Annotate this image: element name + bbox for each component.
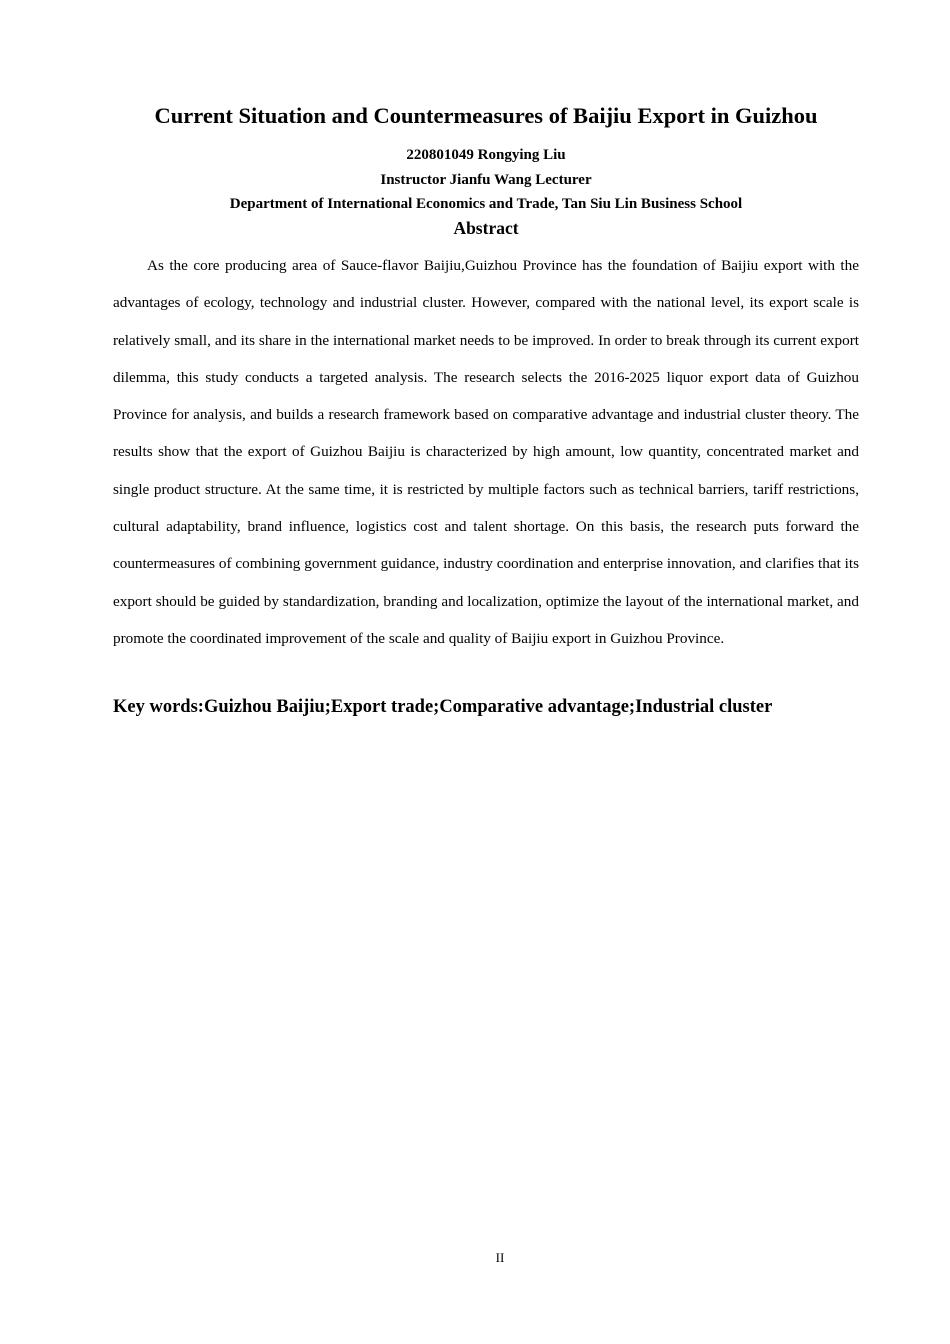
keywords-line: Key words:Guizhou Baijiu;Export trade;Comparative advantage;Industrial cluster	[113, 697, 773, 717]
abstract-heading: Abstract	[453, 218, 519, 238]
department-line: Department of International Economics and Trade, Tan Siu Lin Business School	[229, 196, 743, 212]
abstract-body: As the core producing area of Sauce-flavor Baijiu,Guizhou Province has the foundation of Baijiu export with the advantages of ecology, technology and industrial cluster. However, compared with the national level, its export scale is relatively small, and its share in the international market needs to be improved. In order to break through its current export dilemma, this study conducts a targeted analysis. The research selects the 2016-2025 liquor export data of Guizhou Province for analysis, and builds a research framework based on comparative advantage and industrial cluster theory. The results show that the export of Guizhou Baijiu is characterized by high amount, low quantity, concentrated market and single product structure. At the same time, it is restricted by multiple factors such as technical barriers, tariff restrictions, cultural adaptability, brand influence, logistics cost and talent shortage. On this basis, the research puts forward the countermeasures of combining government guidance, industry coordination and enterprise innovation, and clarifies that its export should be guided by standardization, branding and localization, optimize the layout of the international market, and promote the coordinated improvement of the scale and quality of Baijiu export in Guizhou Province.	[113, 257, 859, 647]
page-number: II	[495, 1250, 505, 1265]
paper-title: Current Situation and Countermeasures of Baijiu Export in Guizhou	[154, 103, 818, 128]
author-line: 220801049 Rongying Liu	[406, 147, 566, 163]
instructor-line: Instructor Jianfu Wang Lecturer	[380, 172, 592, 188]
